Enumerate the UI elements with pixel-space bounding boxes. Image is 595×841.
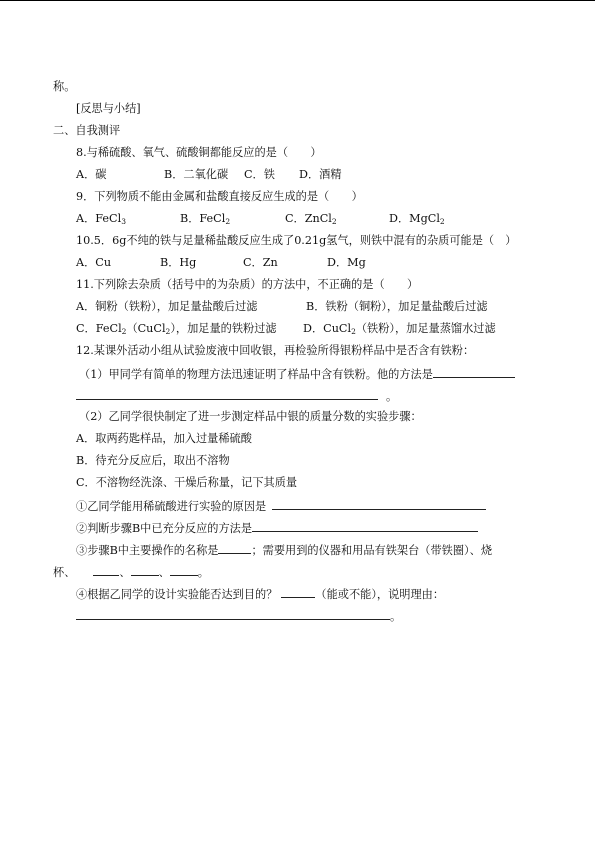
page-top-border bbox=[0, 0, 595, 1]
sub-question-3: ③步骤B中主要操作的名称是 ；需要用到的仪器和用品有铁架台（带铁圈）、烧 bbox=[76, 544, 493, 557]
option-c: C．FeCl$_2$（CuCl$_2$），加足量的铁粉过滤 bbox=[76, 322, 277, 336]
question-12: 12.某课外活动小组从试验废液中回收银，再检验所得银粉样品中是否含有铁粉： bbox=[76, 344, 475, 357]
option-b: B．二氧化碳 bbox=[164, 168, 229, 181]
question-11: 11.下列除去杂质（括号中的为杂质）的方法中，不正确的是（ ） bbox=[76, 278, 419, 291]
step-b: B．待充分反应后，取出不溶物 bbox=[76, 454, 230, 467]
question-8: 8.与稀硫酸、氧气、硫酸铜都能反应的是（ ） bbox=[76, 146, 322, 159]
option-d: D．Mg bbox=[327, 256, 366, 269]
option-c: C．铁 bbox=[244, 168, 275, 181]
question-10: 10.5．6g不纯的铁与足量稀盐酸反应生成了0.21g氢气，则铁中混有的杂质可能是（ ） bbox=[76, 234, 517, 247]
section-heading: 二、自我测评 bbox=[53, 124, 121, 137]
option-a: A．铜粉（铁粉），加足量盐酸后过滤 bbox=[76, 300, 258, 313]
answer-blank[interactable] bbox=[170, 564, 198, 576]
answer-blank[interactable] bbox=[76, 388, 378, 400]
option-a: A．FeCl$_3$ bbox=[76, 212, 126, 226]
option-b: B．FeCl$_2$ bbox=[180, 212, 231, 226]
sub-question-2: ②判断步骤B中已充分反应的方法是 bbox=[76, 520, 478, 536]
answer-blank[interactable] bbox=[281, 586, 315, 598]
q12-part2: （2）乙同学很快制定了进一步测定样品中银的质量分数的实验步骤： bbox=[79, 410, 422, 423]
step-c: C．不溶物经洗涤、干燥后称量，记下其质量 bbox=[76, 476, 298, 489]
option-a: A．碳 bbox=[76, 168, 107, 181]
sub-question-4-continued: 。 bbox=[76, 608, 401, 624]
sub-question-4: ④根据乙同学的设计实验能否达到目的？ （能或不能），说明理由： bbox=[76, 588, 445, 601]
answer-blank[interactable] bbox=[272, 498, 486, 510]
option-d: D．酒精 bbox=[299, 168, 342, 181]
sub-question-1: ①乙同学能用稀硫酸进行实验的原因是 bbox=[76, 498, 486, 514]
q12-part1: （1）甲同学有简单的物理方法迅速证明了样品中含有铁粉。他的方法是 bbox=[79, 366, 515, 382]
option-a: A．Cu bbox=[76, 256, 112, 269]
answer-blank[interactable] bbox=[218, 542, 251, 554]
option-b: B．Hg bbox=[160, 256, 197, 269]
answer-blank[interactable] bbox=[433, 366, 515, 378]
question-9: 9．下列物质不能由金属和盐酸直接反应生成的是（ ） bbox=[76, 190, 363, 203]
q12-part1-continued: 。 bbox=[76, 388, 397, 404]
answer-blank[interactable] bbox=[76, 608, 390, 620]
reflection-heading: [反思与小结] bbox=[76, 102, 141, 115]
answer-blank[interactable] bbox=[93, 564, 119, 576]
option-d: D．CuCl$_2$（铁粉），加足量蒸馏水过滤 bbox=[303, 322, 496, 336]
step-a: A．取两药匙样品，加入过量稀硫酸 bbox=[76, 432, 252, 445]
option-c: C．ZnCl$_2$ bbox=[285, 212, 337, 226]
option-c: C．Zn bbox=[243, 256, 278, 269]
sub-question-3-continued: 杯、 、 、 。 bbox=[53, 566, 209, 579]
option-b: B．铁粉（铜粉），加足量盐酸后过滤 bbox=[306, 300, 488, 313]
option-d: D．MgCl$_2$ bbox=[389, 212, 445, 226]
answer-blank[interactable] bbox=[252, 520, 478, 532]
answer-blank[interactable] bbox=[131, 564, 159, 576]
intro-tail: 称。 bbox=[53, 80, 76, 93]
